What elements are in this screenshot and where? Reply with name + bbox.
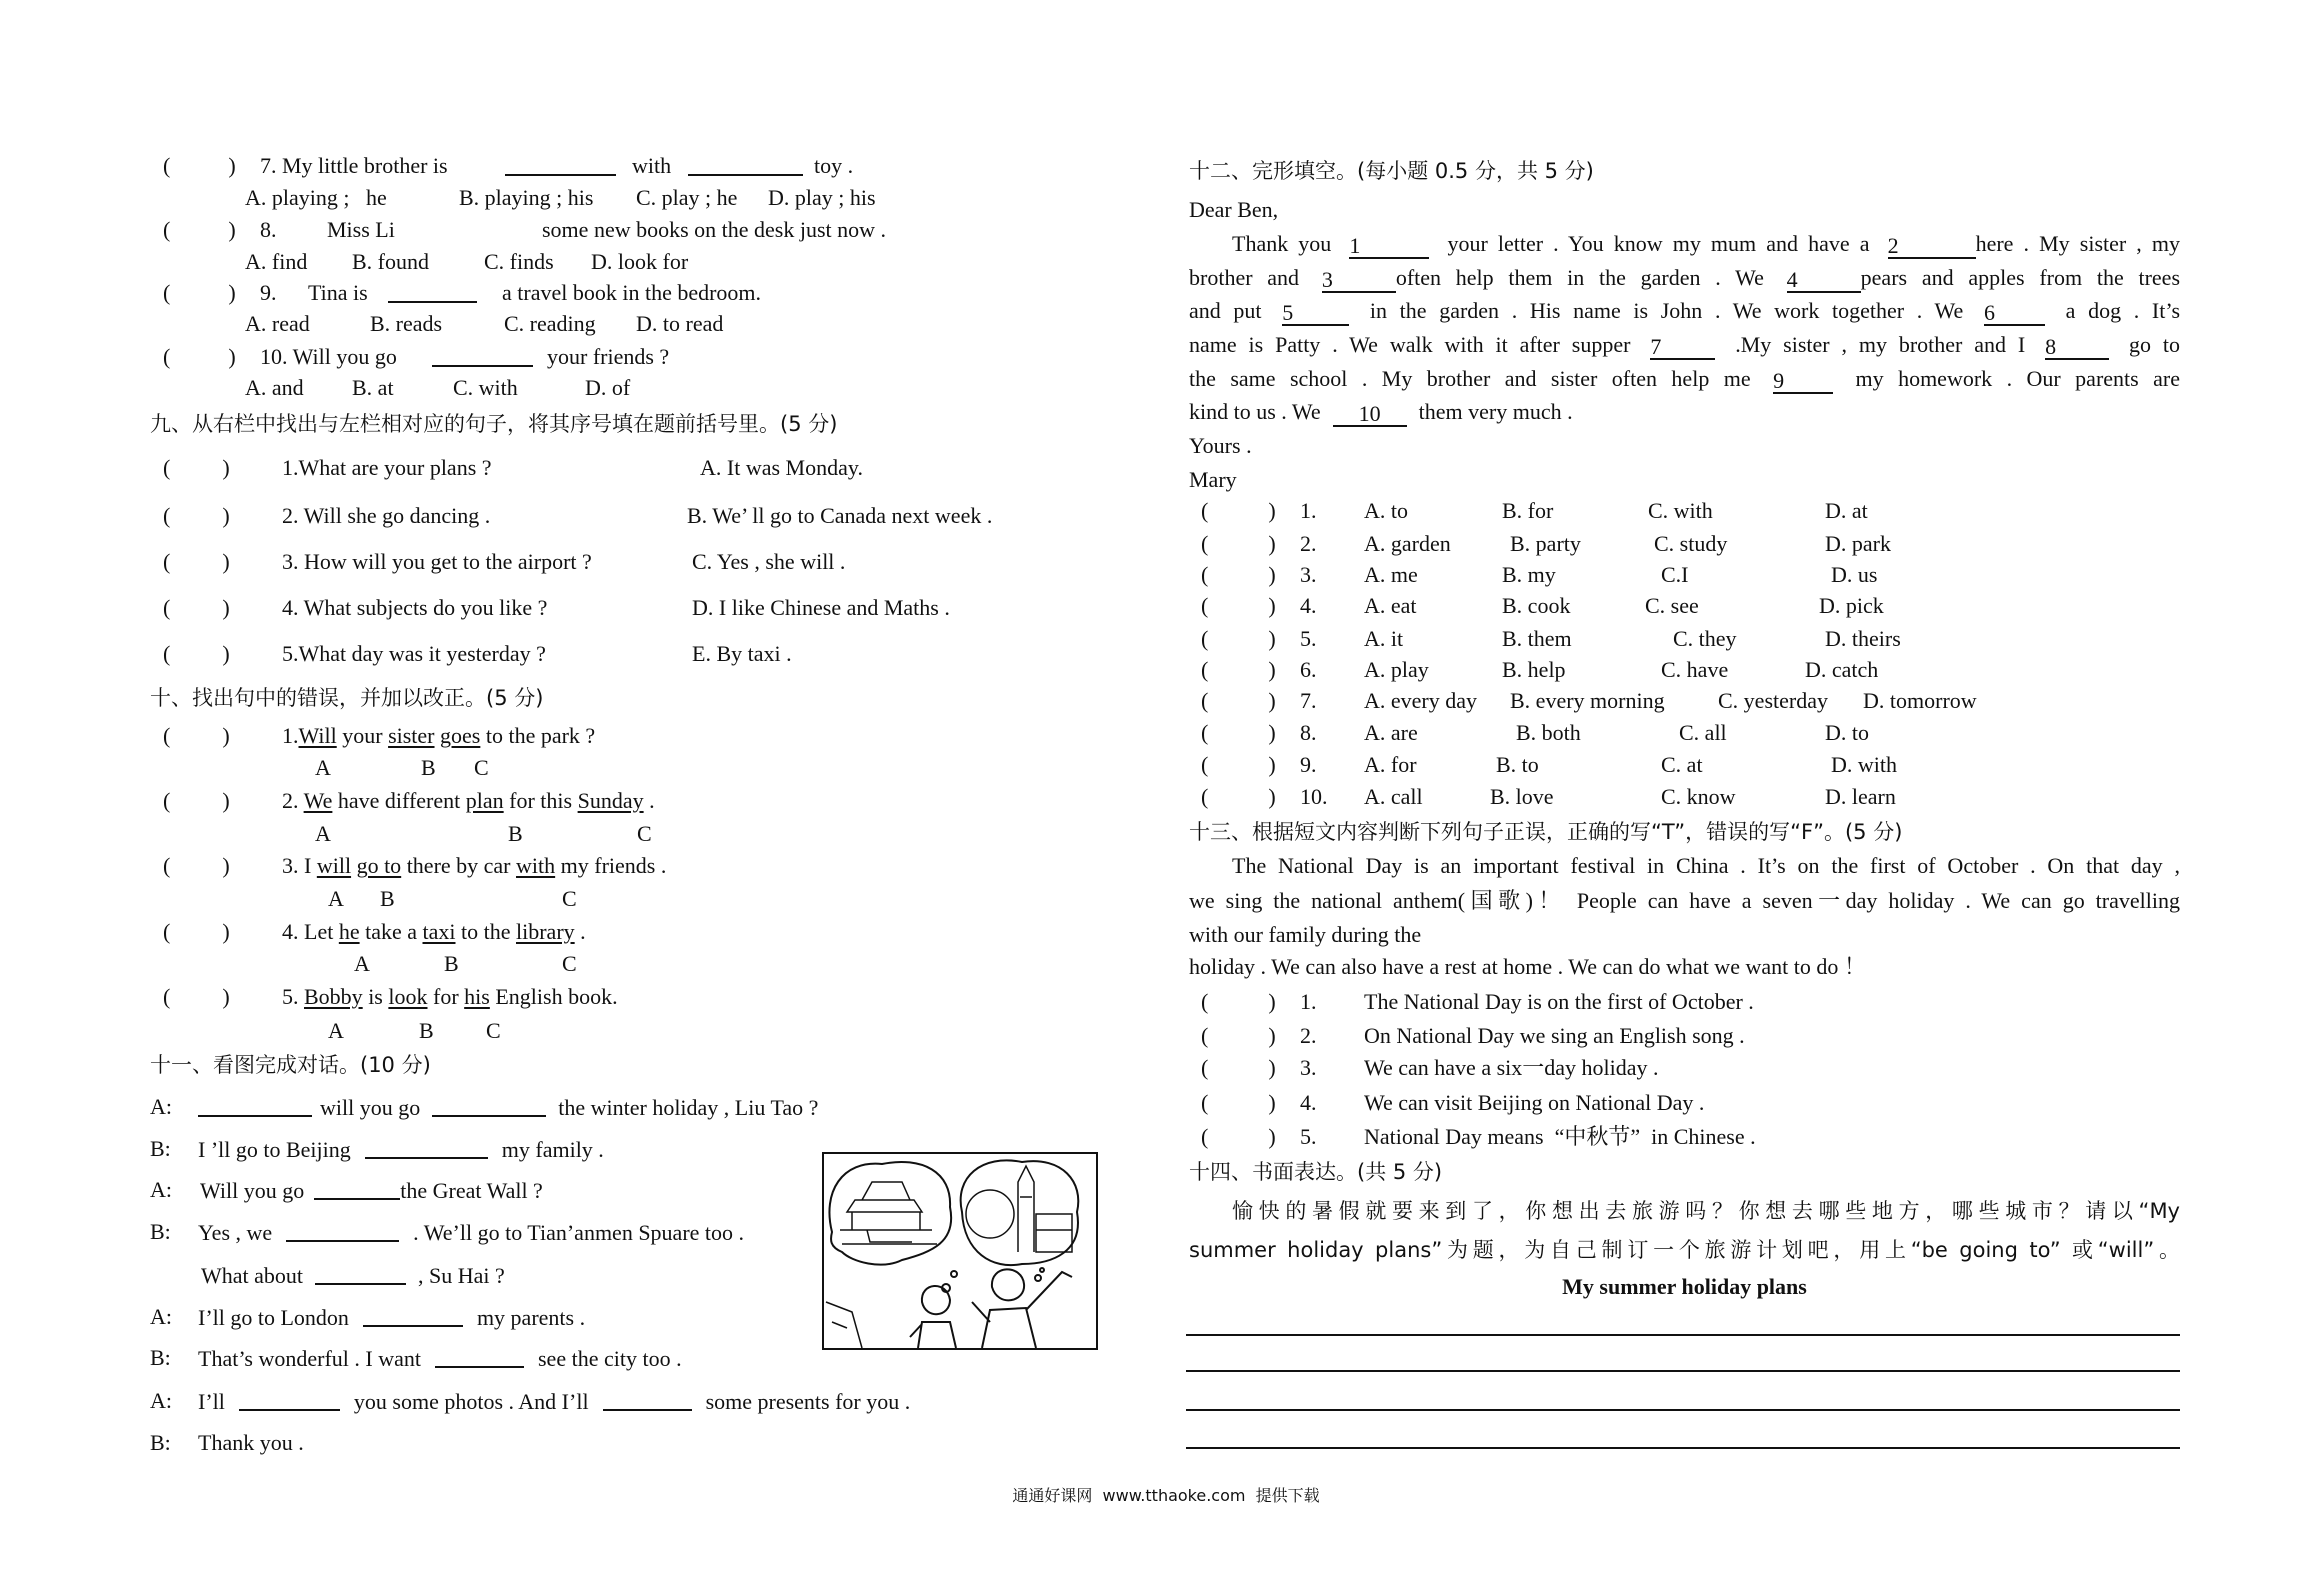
option-b: B. cook — [1502, 593, 1571, 618]
answer-paren[interactable]: ( ) — [1201, 657, 1276, 682]
option-a: A. garden — [1364, 531, 1451, 556]
essay-title: My summer holiday plans — [1562, 1274, 1807, 1299]
passage-line: the same school . My brother and sister often help me 9 my homework . Our parents are — [1189, 366, 2180, 393]
stem-text: a travel book in the bedroom. — [502, 280, 762, 305]
option-b: B. every morning — [1510, 688, 1665, 713]
option-b: B. reads — [370, 311, 443, 336]
question-number: 8. — [260, 217, 277, 242]
answer-paren[interactable]: ( ) — [1201, 752, 1276, 777]
answer-paren[interactable]: ( ) — [1201, 626, 1276, 651]
dialogue-line: Yes , we . We’ll go to Tian’anmen Spuare too . — [198, 1220, 745, 1245]
option-b: B. playing ; his — [459, 185, 594, 210]
option-c: C. see — [1645, 593, 1699, 618]
question-number: 9. — [1300, 752, 1317, 777]
blank[interactable] — [363, 1303, 463, 1327]
option-c: C. have — [1661, 657, 1729, 682]
answer-paren[interactable]: ( ) — [163, 723, 230, 748]
option-a: A. it — [1364, 626, 1404, 651]
question-number: 6. — [1300, 657, 1317, 682]
option-c: C. at — [1661, 752, 1703, 777]
error-sentence: 4. Let he take a taxi to the library . — [282, 919, 586, 944]
statement: The National Day is on the first of October . — [1364, 989, 1754, 1014]
answer-paren[interactable]: ( ) — [1201, 531, 1276, 556]
bus-sketch — [1036, 1214, 1072, 1252]
answer-paren[interactable] — [163, 343, 236, 371]
answer-paren[interactable]: ( ) — [1201, 1090, 1276, 1115]
letter-label: B — [380, 886, 395, 911]
paren-close: ) — [228, 153, 236, 178]
statement: We can visit Beijing on National Day . — [1364, 1090, 1705, 1115]
option-d: D. park — [1825, 531, 1891, 556]
blank[interactable]: 10 — [1333, 403, 1407, 427]
passage-line: we sing the national anthem(国歌)！ People can have a seven一day holiday . We can go travelling — [1189, 888, 2180, 913]
blank[interactable] — [239, 1387, 340, 1411]
option-a: A. for — [1364, 752, 1417, 777]
speaker-label: B: — [150, 1345, 171, 1370]
letter-closing: Yours . — [1189, 433, 1252, 458]
blank[interactable] — [315, 1261, 406, 1285]
option-d: D. of — [585, 375, 631, 400]
blank[interactable] — [314, 1176, 400, 1200]
passage-line: The National Day is an important festival in China . It’s on the first of October . On that day , — [1232, 853, 2180, 878]
stem-text: with — [632, 153, 672, 178]
dialogue-line: will you go the winter holiday , Liu Tao ? — [190, 1093, 818, 1122]
question-number: 10. — [1300, 784, 1328, 809]
dialogue-illustration — [822, 1152, 1098, 1350]
paren-open: ( — [163, 344, 171, 369]
answer-paren[interactable]: ( ) — [163, 853, 230, 878]
question-number: 4. — [1300, 1090, 1317, 1115]
answer-paren[interactable]: ( ) — [1201, 989, 1276, 1014]
writing-line[interactable] — [1186, 1370, 2180, 1372]
letter-label: A — [354, 951, 370, 976]
blank[interactable]: 7 — [1650, 336, 1715, 360]
blank[interactable] — [435, 1344, 524, 1368]
option-c: C. play ; he — [636, 185, 738, 210]
option-c: C. study — [1654, 531, 1728, 556]
option-d: D. catch — [1805, 657, 1879, 682]
option-d: D. to — [1825, 720, 1869, 745]
matching-right-item: B. We’ ll go to Canada next week . — [687, 503, 993, 528]
option-c: C. finds — [484, 249, 554, 274]
paren-open: ( — [163, 217, 171, 242]
option-a: A. call — [1364, 784, 1423, 809]
letter-label: B — [421, 755, 436, 780]
speaker-label: B: — [150, 1219, 171, 1244]
answer-paren[interactable] — [163, 152, 236, 180]
error-sentence: 5. Bobby is look for his English book. — [282, 984, 618, 1009]
tiananmen-sketch — [840, 1182, 937, 1244]
dialogue-line: What about , Su Hai ? — [201, 1263, 505, 1288]
question-number: 2. — [1300, 1023, 1317, 1048]
option-c: C. they — [1673, 626, 1737, 651]
passage-line: and put 5 in the garden . His name is John . We work together . We 6 a dog . It’s — [1189, 298, 2181, 325]
blank[interactable] — [432, 343, 533, 367]
paren-open: ( — [163, 280, 171, 305]
speaker-label: A: — [150, 1304, 172, 1329]
option-b: B. them — [1502, 626, 1572, 651]
speaker-label: A: — [150, 1094, 172, 1119]
passage-line: name is Patty . We walk with it after supper 7 .My sister , my brother and I 8 go to — [1189, 332, 2181, 359]
paren-close: ) — [228, 280, 236, 305]
matching-right-item: C. Yes , she will . — [692, 549, 846, 574]
question-number: 3. — [1300, 1055, 1317, 1080]
stem-text: 7. My little brother is — [260, 153, 448, 178]
letter-label: B — [444, 951, 459, 976]
option-b: B. for — [1502, 498, 1554, 523]
option-d: D. learn — [1825, 784, 1896, 809]
stem-text: your friends ? — [547, 344, 670, 369]
dialogue-line: I’ll go to London my parents . — [198, 1305, 586, 1330]
dialogue-line: Will you go the Great Wall ? — [200, 1178, 543, 1203]
question-stem — [260, 152, 448, 180]
blank[interactable]: 3 — [1322, 269, 1396, 293]
letter-label: C — [486, 1018, 501, 1043]
option-a: A. me — [1364, 562, 1418, 587]
option-a: A. and — [245, 375, 304, 400]
letter-label: B — [508, 821, 523, 846]
option-d: D. pick — [1819, 593, 1884, 618]
blank[interactable]: 9 — [1773, 370, 1833, 394]
dialogue-line: That’s wonderful . I want see the city too . — [198, 1346, 682, 1371]
paren-close: ) — [228, 344, 236, 369]
option-c: C. know — [1661, 784, 1736, 809]
footer-watermark: 通通好课网 www.tthaoke.com 提供下载 — [1012, 1486, 1320, 1505]
stem-text: 10. Will you go — [260, 344, 397, 369]
letter-label: C — [474, 755, 489, 780]
statement: On National Day we sing an English song . — [1364, 1023, 1745, 1048]
thought-bubble-beijing — [829, 1162, 951, 1265]
blank[interactable] — [365, 1135, 488, 1159]
option-a: A. to — [1364, 498, 1408, 523]
question-number: 5. — [1300, 626, 1317, 651]
question-number: 3. — [1300, 562, 1317, 587]
option-a: A. read — [245, 311, 310, 336]
question-number: 7. — [1300, 688, 1317, 713]
error-sentence: 2. We have different plan for this Sunday . — [282, 788, 655, 813]
section-12-title: 十二、完形填空。(每小题 0.5 分，共 5 分) — [1189, 159, 1594, 183]
answer-paren[interactable]: ( ) — [1201, 784, 1276, 809]
answer-paren[interactable]: ( ) — [163, 788, 230, 813]
option-a: A. every day — [1364, 688, 1478, 713]
option-a: A. play — [1364, 657, 1429, 682]
answer-paren[interactable]: ( ) — [163, 455, 230, 480]
question-number: 1. — [1300, 498, 1317, 523]
option-b: B. at — [352, 375, 394, 400]
blank[interactable]: 2 — [1888, 235, 1976, 259]
section-10-title: 十、找出句中的错误，并加以改正。(5 分) — [150, 686, 544, 710]
paren-open: ( — [163, 153, 171, 178]
letter-label: C — [562, 886, 577, 911]
option-c: C. with — [453, 375, 518, 400]
option-c: C. yesterday — [1718, 688, 1828, 713]
question-number: 5. — [1300, 1124, 1317, 1149]
option-d: D. us — [1831, 562, 1878, 587]
blank[interactable] — [198, 1093, 312, 1117]
writing-prompt: 愉快的暑假就要来到了，你想出去旅游吗？你想去哪些地方，哪些城市？请以“My — [1232, 1199, 2180, 1223]
section-11-title: 十一、看图完成对话。(10 分) — [150, 1053, 431, 1077]
speaker-label: B: — [150, 1430, 171, 1455]
stem-text: Miss Li — [327, 217, 395, 242]
speaker-label: A: — [150, 1388, 172, 1413]
writing-line[interactable] — [1186, 1409, 2180, 1411]
letter-label: C — [637, 821, 652, 846]
answer-paren[interactable]: ( ) — [163, 549, 230, 574]
blank[interactable]: 4 — [1787, 269, 1861, 293]
section-9-title: 九、从右栏中找出与左栏相对应的句子，将其序号填在题前括号里。(5 分) — [150, 412, 838, 436]
blank[interactable]: 8 — [2045, 336, 2109, 360]
blank[interactable] — [688, 152, 803, 176]
option-c: C. with — [1648, 498, 1713, 523]
answer-paren[interactable] — [163, 279, 236, 307]
option-c: C. all — [1679, 720, 1727, 745]
statement: National Day means “中秋节” in Chinese . — [1364, 1124, 1756, 1149]
answer-paren[interactable]: ( ) — [163, 984, 230, 1009]
matching-left-item: 4. What subjects do you like ? — [282, 595, 548, 620]
answer-paren[interactable] — [163, 216, 236, 244]
error-sentence: 1.Will your sister goes to the park ? — [282, 723, 596, 748]
blank[interactable]: 6 — [1984, 302, 2045, 326]
option-a: A. playing ; he — [245, 185, 387, 210]
statement: We can have a six一day holiday . — [1364, 1055, 1659, 1080]
blank[interactable]: 1 — [1349, 235, 1429, 259]
passage-line: with our family during the — [1189, 922, 1422, 947]
stem-text: toy . — [814, 153, 854, 178]
answer-paren[interactable]: ( ) — [1201, 562, 1276, 587]
answer-paren[interactable]: ( ) — [1201, 1023, 1276, 1048]
option-a: A. eat — [1364, 593, 1417, 618]
letter-label: C — [562, 951, 577, 976]
answer-paren[interactable]: ( ) — [1201, 1055, 1276, 1080]
option-c: C.I — [1661, 562, 1689, 587]
answer-paren[interactable]: ( ) — [1201, 720, 1276, 745]
dialogue-line: I’ll you some photos . And I’ll some presents for you . — [198, 1389, 911, 1414]
passage-line: Thank you 1 your letter . You know my mum and have a 2 here . My sister , my — [1232, 231, 2181, 258]
dialogue-line: Thank you . — [198, 1430, 304, 1455]
dialogue-line: I ’ll go to Beijing my family . — [198, 1137, 604, 1162]
blank[interactable]: 5 — [1282, 302, 1349, 326]
question-number: 1. — [1300, 989, 1317, 1014]
section-13-title: 十三、根据短文内容判断下列句子正误，正确的写“T”，错误的写“F”。(5 分) — [1189, 820, 1903, 844]
stem-text: Tina is — [308, 280, 368, 305]
option-b: B. love — [1490, 784, 1554, 809]
speaker-label: A: — [150, 1177, 172, 1202]
option-a: A. are — [1364, 720, 1418, 745]
thought-bubble-london — [961, 1160, 1079, 1265]
answer-paren[interactable]: ( ) — [1201, 498, 1276, 523]
answer-paren[interactable]: ( ) — [1201, 593, 1276, 618]
matching-right-item: E. By taxi . — [692, 641, 792, 666]
question-number: 2. — [1300, 531, 1317, 556]
option-d: D. tomorrow — [1863, 688, 1977, 713]
option-b: B. both — [1516, 720, 1581, 745]
option-a: A. find — [245, 249, 308, 274]
option-d: D. to read — [636, 311, 724, 336]
letter-label: A — [328, 886, 344, 911]
question-number: 9. — [260, 280, 277, 305]
letter-label: A — [315, 755, 331, 780]
question-number: 8. — [1300, 720, 1317, 745]
writing-prompt: summer holiday plans”为题，为自己制订一个旅游计划吧，用上“be going to” 或“will”。 — [1189, 1238, 2180, 1262]
option-b: B. to — [1496, 752, 1539, 777]
answer-paren[interactable]: ( ) — [163, 919, 230, 944]
letter-label: B — [419, 1018, 434, 1043]
option-b: B. my — [1502, 562, 1556, 587]
stem-text: some new books on the desk just now . — [542, 217, 887, 242]
answer-paren[interactable]: ( ) — [163, 595, 230, 620]
option-d: D. at — [1825, 498, 1868, 523]
question-number: 4. — [1300, 593, 1317, 618]
letter-greeting: Dear Ben, — [1189, 197, 1279, 222]
error-sentence: 3. I will go to there by car with my friends . — [282, 853, 667, 878]
big-ben-sketch — [1018, 1166, 1034, 1252]
answer-paren[interactable]: ( ) — [163, 503, 230, 528]
option-d: D. play ; his — [768, 185, 876, 210]
blank[interactable] — [603, 1387, 692, 1411]
letter-label: A — [328, 1018, 344, 1043]
letter-signature: Mary — [1189, 467, 1237, 492]
letter-label: A — [315, 821, 331, 846]
option-b: B. party — [1510, 531, 1581, 556]
section-14-title: 十四、书面表达。(共 5 分) — [1189, 1160, 1443, 1184]
option-d: D. with — [1831, 752, 1897, 777]
answer-paren[interactable]: ( ) — [163, 641, 230, 666]
girl-figure — [972, 1269, 1072, 1348]
boy-figure — [910, 1286, 956, 1348]
answer-paren[interactable]: ( ) — [1201, 1124, 1276, 1149]
paren-close: ) — [228, 217, 236, 242]
passage-line: brother and 3 often help them in the garden . We 4 pears and apples from the trees — [1189, 265, 2181, 292]
matching-left-item: 2. Will she go dancing . — [282, 503, 491, 528]
passage-line: kind to us . We 10 them very much . — [1189, 399, 1573, 426]
blank[interactable] — [432, 1093, 546, 1117]
matching-left-item: 1.What are your plans ? — [282, 455, 492, 480]
answer-paren[interactable]: ( ) — [1201, 688, 1276, 713]
passage-line: holiday . We can also have a rest at home . We can do what we want to do ！ — [1189, 954, 1866, 979]
option-c: C. reading — [504, 311, 596, 336]
option-b: B. found — [352, 249, 429, 274]
matching-left-item: 3. How will you get to the airport ? — [282, 549, 592, 574]
blank[interactable] — [388, 279, 477, 303]
matching-right-item: A. It was Monday. — [700, 455, 863, 480]
speaker-label: B: — [150, 1136, 171, 1161]
blank[interactable] — [505, 152, 616, 176]
matching-right-item: D. I like Chinese and Maths . — [692, 595, 950, 620]
matching-left-item: 5.What day was it yesterday ? — [282, 641, 546, 666]
writing-line[interactable] — [1186, 1334, 2180, 1336]
option-d: D. look for — [591, 249, 689, 274]
blank[interactable] — [286, 1218, 399, 1242]
writing-line[interactable] — [1186, 1447, 2180, 1449]
option-d: D. theirs — [1825, 626, 1901, 651]
london-eye-sketch — [966, 1190, 1014, 1238]
option-b: B. help — [1502, 657, 1566, 682]
